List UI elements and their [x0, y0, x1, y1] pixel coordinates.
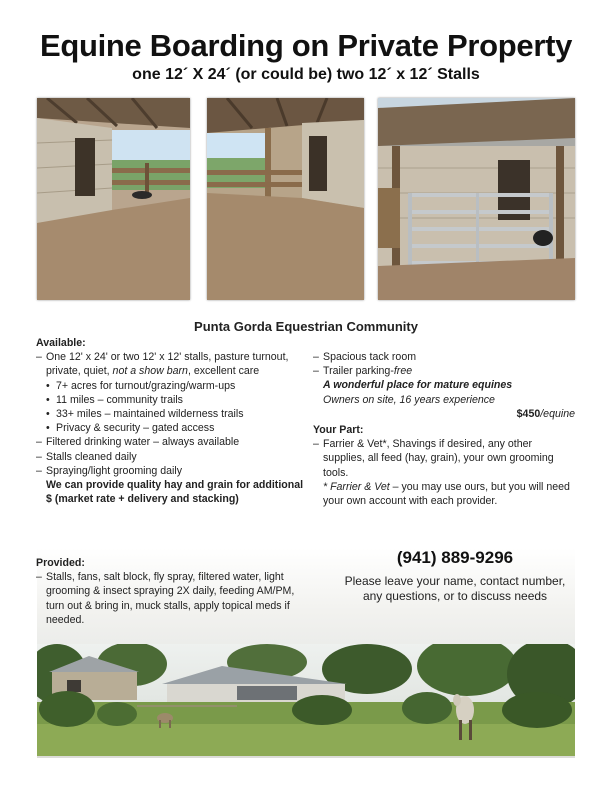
list-item-text: Filtered drinking water – always available — [46, 436, 240, 449]
list-item-text: One 12' x 24' or two 12' x 12' stalls, pasture turnout, private, quiet, — [46, 351, 289, 378]
property-landscape-photo — [37, 644, 575, 756]
your-part-list — [313, 437, 575, 480]
stall-interior-left-photo — [37, 98, 190, 300]
list-item — [313, 350, 575, 364]
available-section — [36, 336, 306, 506]
farrier-note-label: * Farrier & Vet — [323, 480, 390, 493]
list-item-text: Spraying/light grooming daily — [46, 464, 183, 477]
dash-marker: – — [36, 436, 42, 449]
list-item-text: not a show barn — [112, 365, 188, 378]
list-item — [36, 379, 306, 393]
stall-exterior-gate-photo — [378, 98, 575, 300]
list-item-text: 11 miles – community trails — [56, 393, 183, 406]
dash-marker: – — [36, 351, 42, 364]
provided-heading: Provided: — [36, 557, 85, 569]
list-item — [36, 464, 306, 478]
list-item-text: Stalls cleaned daily — [46, 450, 137, 463]
stall-interior-center-photo — [207, 98, 364, 300]
list-item-text: Privacy & security – gated access — [56, 422, 215, 435]
farrier-note-text: – you may use ours, but you will need your own account with each provider. — [323, 480, 570, 508]
hay-grain-note: We can provide quality hay and grain for additional $ (market rate + delivery and stacking) — [46, 479, 304, 506]
list-item — [36, 450, 306, 464]
page-title: Equine Boarding on Private Property — [39, 28, 573, 63]
list-item — [36, 421, 306, 435]
bullet-marker: • — [46, 408, 50, 421]
bullet-marker: • — [46, 393, 50, 406]
farrier-note — [313, 480, 575, 508]
list-item-text: 7+ acres for turnout/grazing/warm-ups — [56, 379, 236, 392]
dash-marker: – — [36, 464, 42, 477]
list-item — [313, 364, 575, 378]
bullet-marker: • — [46, 379, 50, 392]
list-item-text: Spacious tack room — [323, 351, 417, 363]
available-heading: Available: — [36, 337, 86, 349]
list-item-text: Stalls, fans, salt block, fly spray, filtered water, light grooming & insect spraying 2X daily, feeding AM/PM, turn out & bring in, muck stalls, apply topical meds if needed. — [46, 571, 295, 626]
contact-message: Please leave your name, contact number, any questions, or to discuss needs — [344, 574, 566, 603]
list-item — [36, 435, 306, 449]
list-item — [36, 350, 306, 378]
dash-marker: – — [313, 438, 319, 451]
list-item — [313, 437, 575, 480]
list-item — [36, 407, 306, 421]
price-unit: /equine — [540, 407, 575, 420]
list-item — [36, 393, 306, 407]
list-item-text: free — [393, 365, 413, 378]
price — [313, 407, 575, 421]
list-item-text: Trailer parking- — [323, 365, 394, 378]
list-item-text: 33+ miles – maintained wilderness trails — [56, 408, 244, 421]
list-item-text: Farrier & Vet*, Shavings if desired, any other supplies, all feed (hay, grain), your own grooming tools. — [323, 438, 554, 479]
tagline: A wonderful place for mature equines — [323, 379, 513, 392]
available-list — [36, 350, 306, 478]
phone-number[interactable]: (941) 889-9296 — [396, 548, 514, 567]
dash-marker: – — [36, 571, 42, 584]
list-item-text: , excellent care — [187, 365, 260, 378]
owners-note: Owners on site, 16 years experience — [323, 393, 495, 406]
your-part-heading: Your Part: — [313, 424, 364, 437]
page-subtitle: one 12´ X 24´ (or could be) two 12´ x 12´ Stalls — [132, 66, 480, 83]
dash-marker: – — [313, 365, 319, 378]
price-amount: $450 — [516, 407, 541, 420]
community-heading: Punta Gorda Equestrian Community — [194, 319, 418, 334]
dash-marker: – — [36, 450, 42, 463]
bullet-marker: • — [46, 422, 50, 435]
dash-marker: – — [313, 351, 319, 363]
right-amenities-list — [313, 350, 575, 378]
provided-list — [36, 570, 296, 627]
right-column — [313, 350, 575, 508]
list-item — [36, 570, 296, 627]
provided-section — [36, 556, 296, 627]
